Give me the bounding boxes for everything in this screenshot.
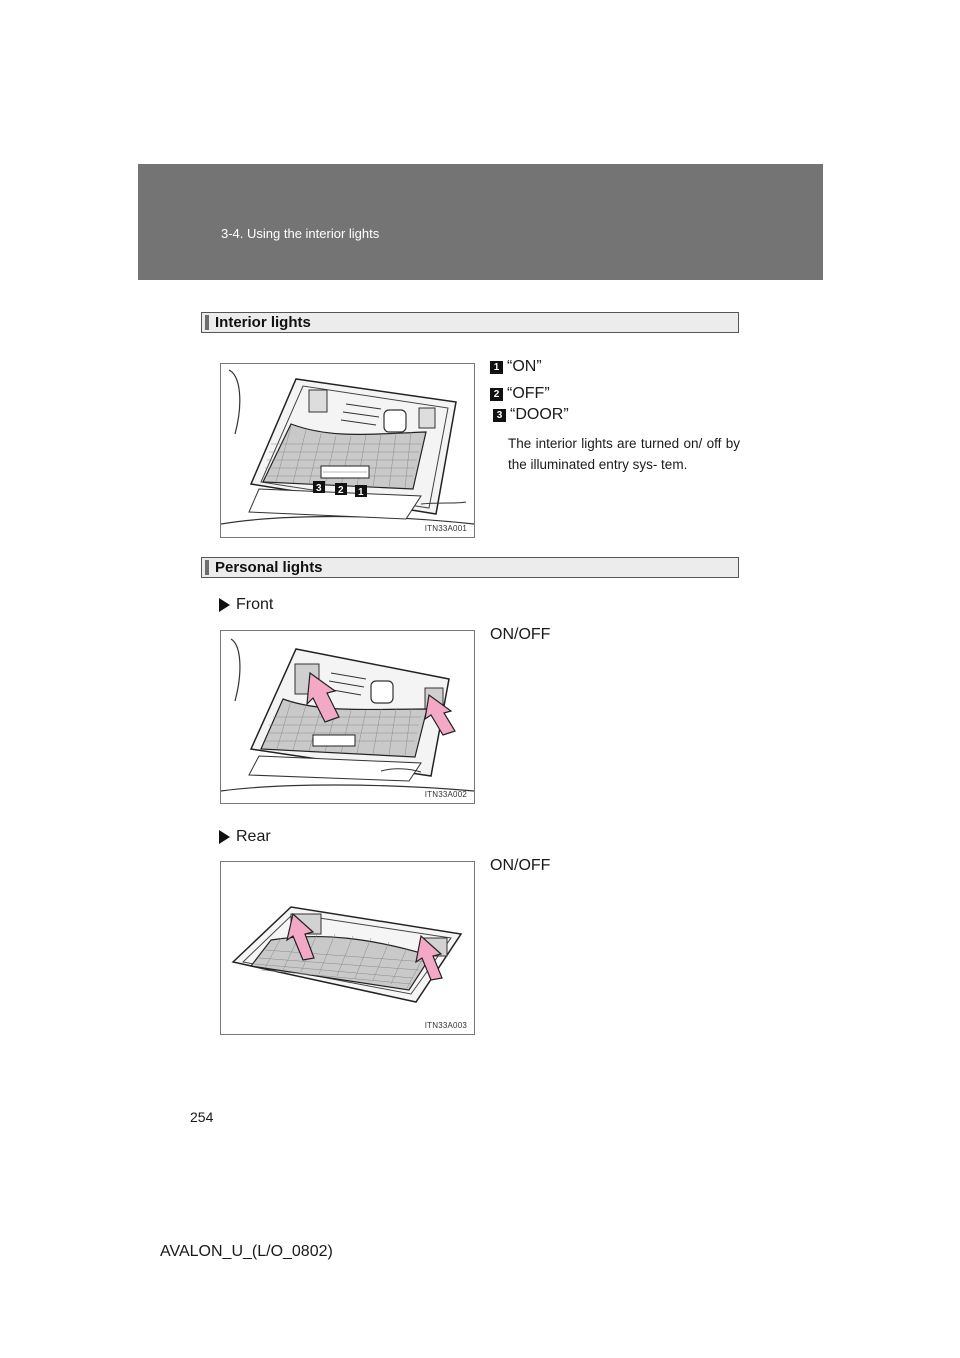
document-code: AVALON_U_(L/O_0802): [160, 1243, 333, 1260]
front-note: ON/OFF: [490, 626, 551, 643]
overhead-console-illustration: [221, 364, 474, 537]
personal-lights-title: Personal lights: [215, 559, 323, 576]
figure-code: ITN33A002: [424, 790, 467, 799]
figure-code: ITN33A001: [424, 524, 467, 533]
item-off: [490, 384, 550, 404]
svg-text:2: 2: [338, 485, 344, 496]
page-number: 254: [190, 1109, 214, 1125]
figure-code: ITN33A003: [424, 1021, 467, 1030]
front-subheading: [219, 596, 273, 614]
front-console-illustration: [221, 631, 474, 803]
door-description: The interior lights are turned on/ off by the illuminated entry sys- tem.: [508, 436, 740, 472]
front-personal-lights-figure: [220, 630, 475, 804]
item-door: [493, 405, 569, 425]
item-label: “DOOR”: [510, 406, 569, 423]
interior-lights-title: Interior lights: [215, 314, 311, 331]
number-badge: 1: [490, 361, 503, 374]
item-on: [490, 357, 542, 377]
heading-bar: [205, 560, 209, 575]
personal-lights-heading: [201, 557, 739, 578]
svg-text:1: 1: [358, 487, 364, 498]
number-badge: 2: [490, 388, 503, 401]
front-label: Front: [236, 596, 274, 613]
section-title: 3-4. Using the interior lights: [221, 226, 380, 241]
item-label: “OFF”: [507, 385, 550, 402]
heading-bar: [205, 315, 209, 330]
header-band: [138, 164, 823, 280]
interior-lights-figure: [220, 363, 475, 538]
triangle-bullet-icon: [219, 830, 230, 844]
rear-personal-lights-figure: [220, 861, 475, 1035]
rear-console-illustration: [221, 862, 474, 1034]
rear-label: Rear: [236, 828, 271, 845]
number-badge: 3: [493, 409, 506, 422]
rear-subheading: [219, 828, 271, 846]
rear-note: ON/OFF: [490, 857, 551, 874]
interior-lights-heading: [201, 312, 739, 333]
item-label: “ON”: [507, 358, 542, 375]
triangle-bullet-icon: [219, 598, 230, 612]
svg-text:3: 3: [316, 483, 322, 494]
